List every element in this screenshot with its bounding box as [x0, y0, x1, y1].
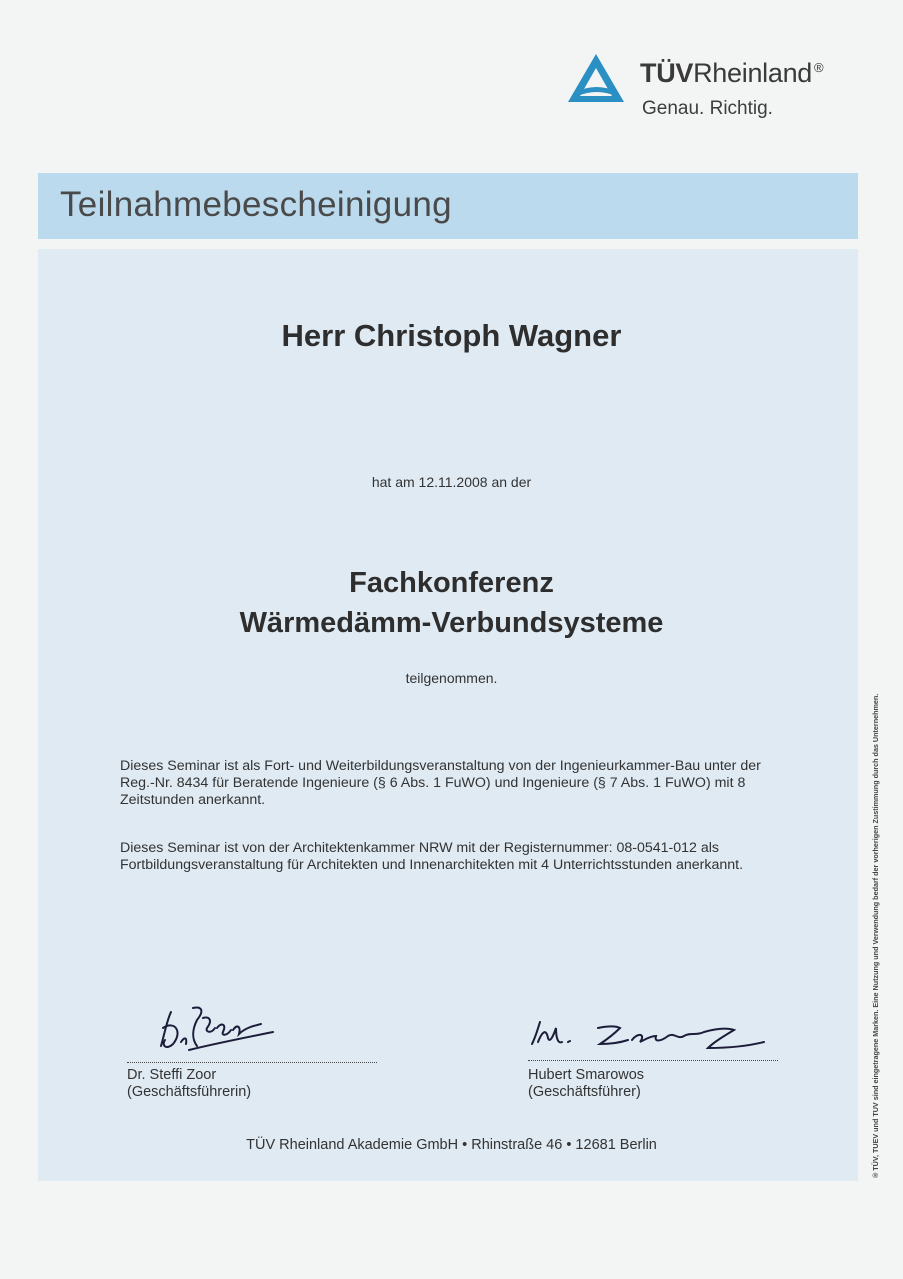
logo-brand-bold: TÜV [640, 58, 694, 88]
event-title [0, 563, 903, 643]
signer-name-right: Hubert Smarowos [528, 1067, 645, 1083]
signer-name-left: Dr. Steffi Zoor [127, 1067, 217, 1083]
signature-block-right [528, 1012, 778, 1101]
participated-text: teilgenommen. [405, 670, 498, 686]
signature-line-left [127, 1062, 377, 1063]
logo-brand [640, 58, 823, 89]
date-line: hat am 12.11.2008 an der [371, 474, 532, 490]
trademark-side-note: ® TÜV, TUEV und TUV sind eingetragene Marken. Eine Nutzung und Verwendung bedarf der vorherigen Zustimmung durch das Unternehmen. [871, 693, 880, 1178]
participant-name: Herr Christoph Wagner [281, 318, 622, 353]
triangle-logo-icon [566, 52, 626, 104]
signer-role-right: (Geschäftsführer) [528, 1084, 641, 1100]
accreditation-paragraph-engineers: Dieses Seminar ist als Fort- und Weiterbildungsveranstaltung von der Ingenieurkammer-Bau unter der Reg.-Nr. 8434 für Beratende Ingenieure (§ 6 Abs. 1 FuWO) und Ingenieure (§ 7 Abs. 1 FuWO) mit 8 Zeitstunden anerkannt. [120, 758, 761, 808]
tuv-rheinland-logo [566, 48, 866, 128]
accreditation-paragraph-architects: Dieses Seminar ist von der Architektenkammer NRW mit der Registernummer: 08-0541-012 als Fortbildungsveranstaltung für Architekten und Innenarchitekten mit 4 Unterrichtsstunden anerkannt. [120, 840, 744, 873]
signer-role-left: (Geschäftsführerin) [127, 1084, 252, 1100]
title-band [38, 173, 858, 239]
logo-brand-regular: Rheinland [693, 58, 813, 88]
event-title-line1: Fachkonferenz [349, 567, 554, 599]
signature-block-left [127, 1000, 377, 1101]
registered-mark: ® [814, 60, 824, 75]
footer-address: TÜV Rheinland Akademie GmbH • Rhinstraße 46 • 12681 Berlin [246, 1137, 657, 1153]
signature-zoor-image [153, 998, 293, 1060]
certificate-title: Teilnahmebescheinigung [60, 185, 452, 224]
signature-line-right [528, 1060, 778, 1061]
signature-smarowos-image [528, 1014, 768, 1058]
logo-slogan: Genau. Richtig. [642, 98, 773, 119]
event-title-line2: Wärmedämm-Verbundsysteme [239, 607, 664, 639]
